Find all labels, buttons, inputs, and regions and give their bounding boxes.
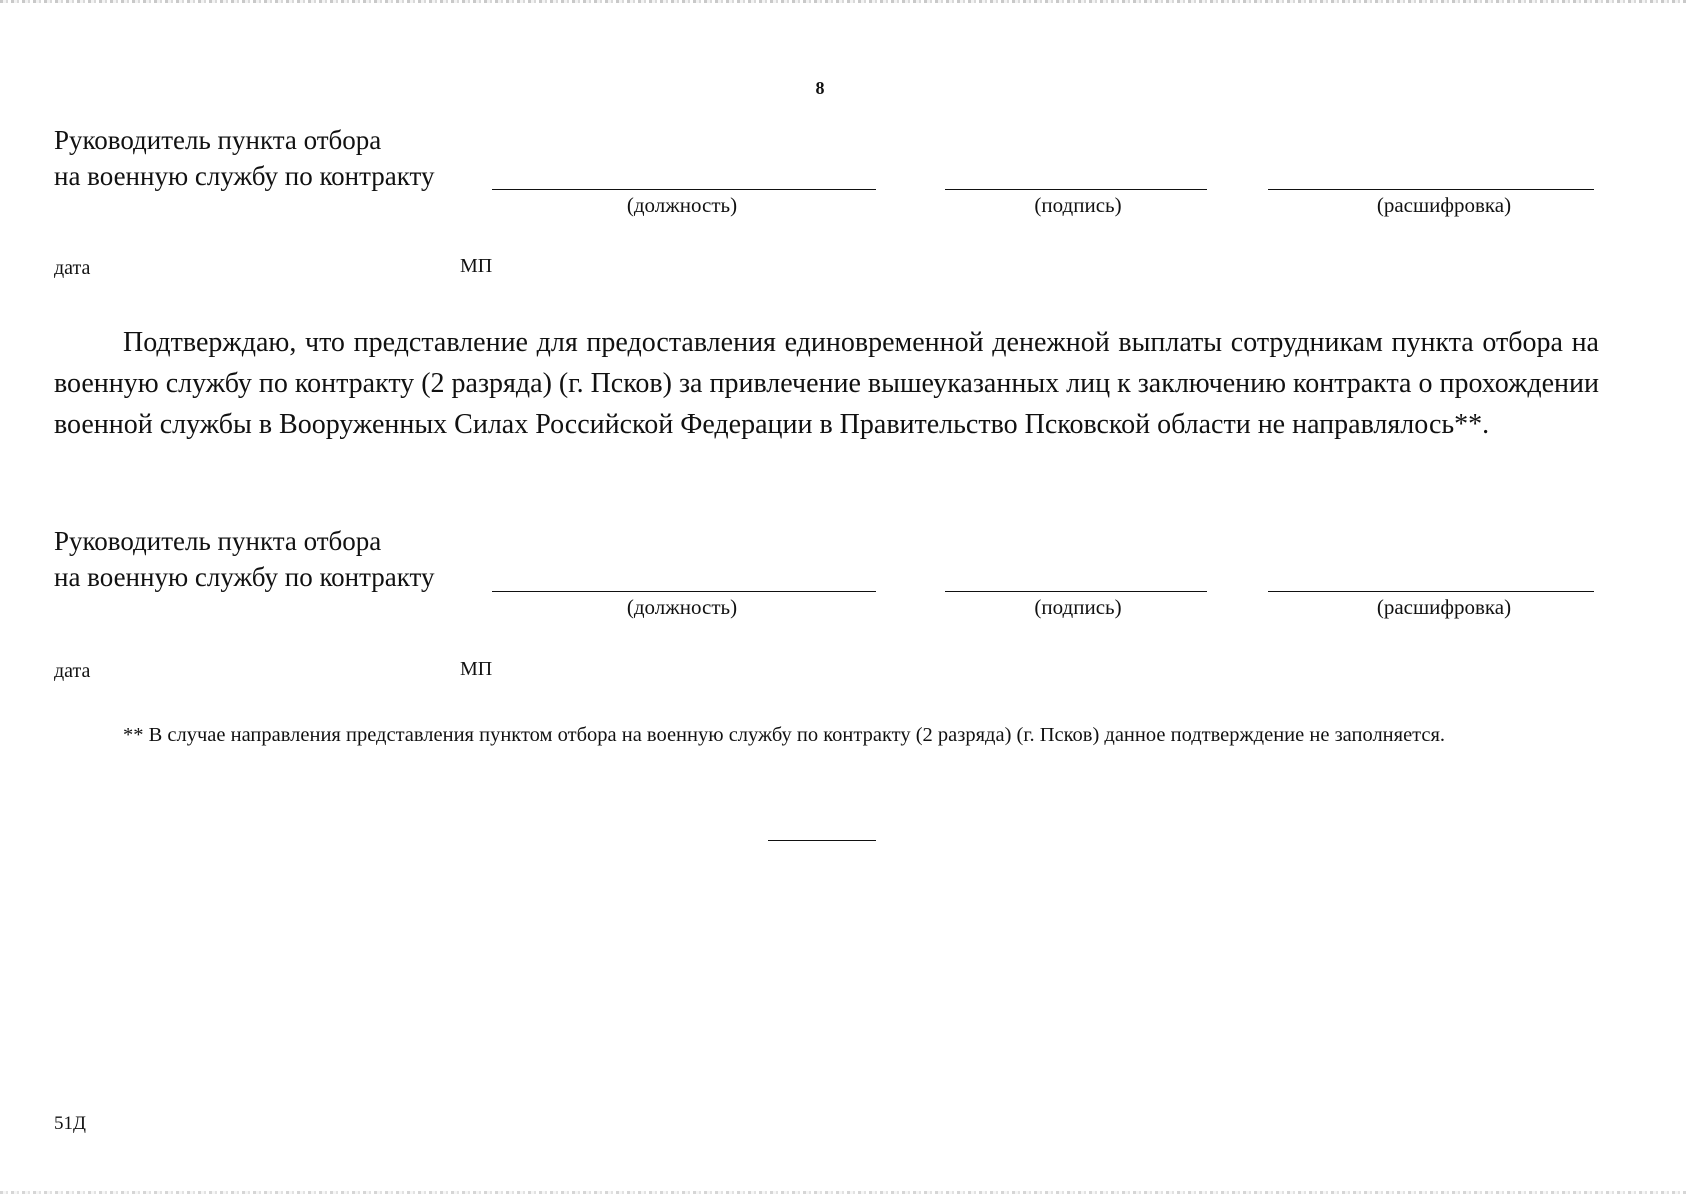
- signature-block-2-title: [54, 523, 434, 595]
- signature-caption-1: (подпись): [1034, 193, 1122, 217]
- decode-line-2: [1268, 591, 1594, 592]
- position-line-2: [492, 591, 876, 592]
- confirmation-paragraph: Подтверждаю, что представление для предоставления единовременной денежной выплаты сотрудникам пункта отбора на военную службу по контракту (2 разряда) (г. Псков) за привлечение вышеуказанных лиц к заключению контракта о прохождении военной службы в Вооруженных Силах Российской Федерации в Правительство Псковской области не направлялось**.: [54, 327, 1599, 440]
- date-label-1: дата: [54, 257, 91, 279]
- scan-top-edge: [0, 0, 1686, 3]
- signature-title-line-1: Руководитель пункта отбора: [54, 526, 382, 556]
- decode-caption-1: (расшифровка): [1376, 193, 1512, 217]
- position-line-1: [492, 189, 876, 190]
- signature-line-2: [945, 591, 1207, 592]
- decode-caption-2: (расшифровка): [1376, 595, 1512, 619]
- stamp-label-2: МП: [460, 658, 493, 680]
- signature-title-line-2: на военную службу по контракту: [54, 161, 435, 191]
- page-number: 8: [815, 78, 825, 98]
- stamp-label-1: МП: [460, 255, 493, 277]
- signature-block-1-title: [54, 122, 434, 194]
- footnote: ** В случае направления представления пунктом отбора на военную службу по контракту (2 разряда) (г. Псков) данное подтверждение не заполняется.: [123, 724, 1446, 746]
- date-label-2: дата: [54, 660, 91, 682]
- position-caption-2: (должность): [626, 595, 738, 619]
- signature-title-line-1: Руководитель пункта отбора: [54, 125, 382, 155]
- decode-line-1: [1268, 189, 1594, 190]
- position-caption-1: (должность): [626, 193, 738, 217]
- signature-caption-2: (подпись): [1034, 595, 1122, 619]
- signature-line-1: [945, 189, 1207, 190]
- signature-title-line-2: на военную службу по контракту: [54, 562, 435, 592]
- scan-bottom-edge: [0, 1191, 1686, 1194]
- end-separator-line: [768, 840, 876, 841]
- document-code: 51Д: [54, 1113, 86, 1134]
